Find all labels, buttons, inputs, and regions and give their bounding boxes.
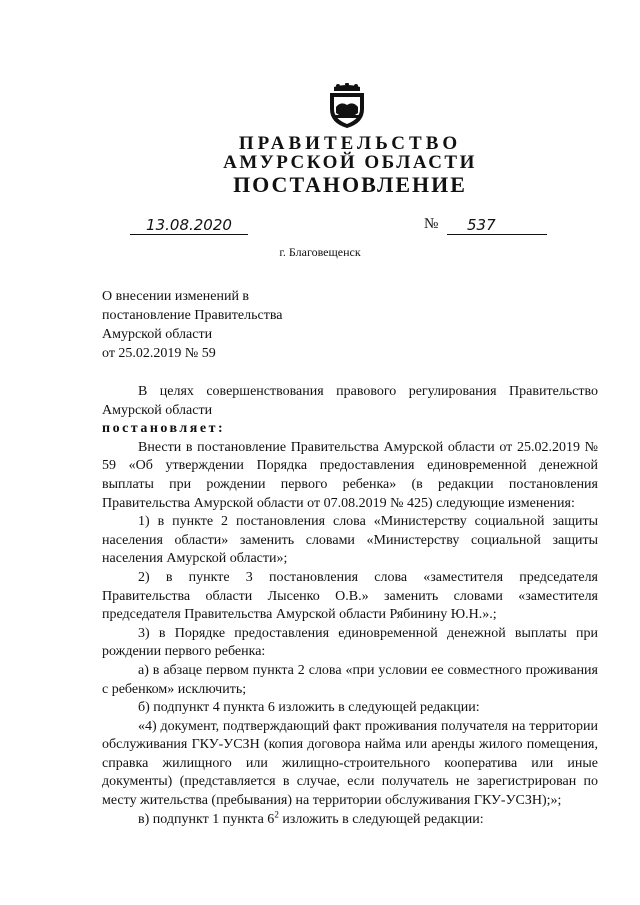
body-paragraph: 2) в пункте 3 постановления слова «заместителя председателя Правительства области Лысенко О.В.» заменить словами «заместителя председателя Правительства Амурской области Рябинину Ю.Н.».; <box>102 569 598 623</box>
body-paragraph <box>102 811 598 830</box>
superscript: 2 <box>274 809 279 819</box>
body-paragraph: б) подпункт 4 пункта 6 изложить в следующей редакции: <box>138 700 480 716</box>
subject-line: от 25.02.2019 № 59 <box>102 346 216 361</box>
decree-date: 13.08.2020 <box>130 216 248 235</box>
subject-line: О внесении изменений в <box>102 289 250 304</box>
government-title-line2: АМУРСКОЙ ОБЛАСТИ <box>223 152 477 173</box>
body-paragraph: «4) документ, подтверждающий факт проживания получателя на территории обслуживания ГКУ-УСЗН (копия договора найма или аренды жилого помещения, справка жилищного или жилищно-строительного кооператива или иные документы) (представляется в случае, если получатель не зарегистрирован по месту жительства (пребывания) на территории обслуживания ГКУ-УСЗН);»; <box>102 718 598 809</box>
document-type-title: ПОСТАНОВЛЕНИЕ <box>233 172 467 197</box>
resolves-word: постановляет: <box>102 421 226 437</box>
decree-number: 537 <box>447 216 547 235</box>
decree-subject <box>102 287 282 363</box>
body-paragraph: 3) в Порядке предоставления единовременной денежной выплаты при рождении первого ребенка: <box>102 625 598 660</box>
city-line: г. Благовещенск <box>279 245 361 259</box>
government-title-line1: ПРАВИТЕЛЬСТВО <box>238 133 462 154</box>
intro-paragraph: В целях совершенствования правового регулирования Правительство Амурской области <box>102 384 598 418</box>
paragraph-text: изложить в следующей редакции: <box>278 811 484 827</box>
subject-line: Амурской области <box>102 327 213 342</box>
body-paragraph: 1) в пункте 2 постановления слова «Министерству социальной защиты населения области» заменить словами «Министерству социальной защиты населения Амурской области»; <box>102 514 598 567</box>
decree-body <box>102 383 598 829</box>
body-paragraph: а) в абзаце первом пункта 2 слова «при условии ее совместного проживания с ребенком» исключить; <box>102 662 598 697</box>
body-paragraph: Внести в постановление Правительства Амурской области от 25.02.2019 № 59 «Об утверждении Порядка предоставления единовременной денежной выплаты при рождении первого ребенка» (в редакции постановления Правительства Амурской области от 07.08.2019 № 425) следующие изменения: <box>102 439 598 511</box>
subject-line: постановление Правительства <box>102 308 283 323</box>
paragraph-text: в) подпункт 1 пункта 6 <box>138 811 275 827</box>
amur-region-coat-of-arms-icon <box>326 83 368 129</box>
number-label: № <box>424 216 439 232</box>
